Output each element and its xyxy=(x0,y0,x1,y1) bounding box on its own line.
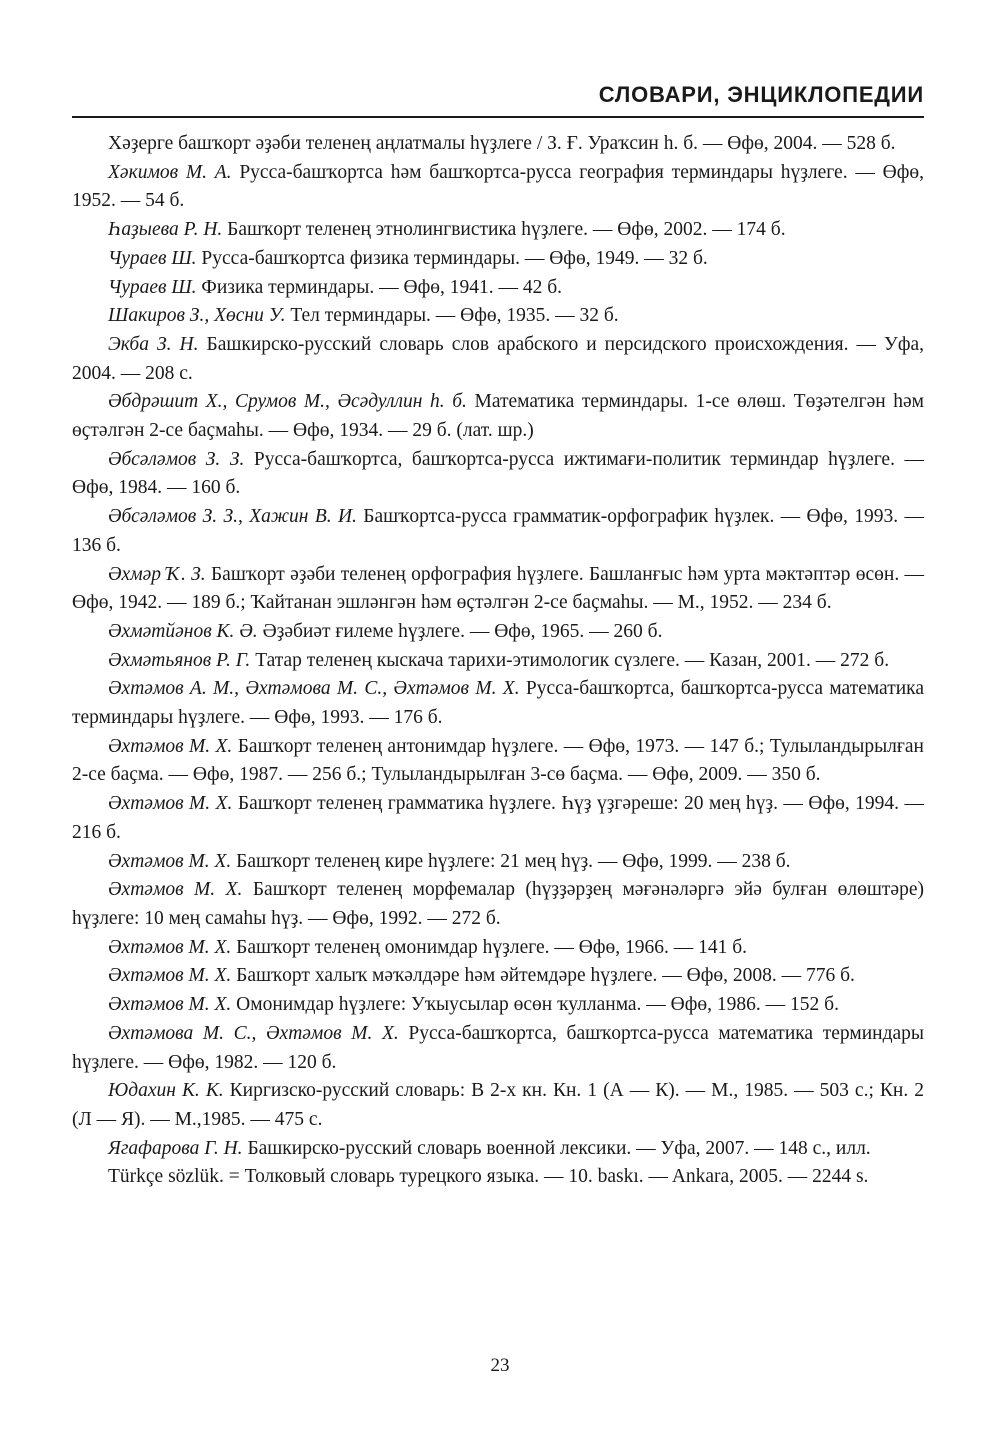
bibliography-entry xyxy=(72,216,924,245)
bibliography-entry xyxy=(72,302,924,331)
entry-author: Әхмәтьянов Р. Г. xyxy=(108,649,251,671)
bibliography-entry xyxy=(72,1163,924,1192)
entry-author: Әхтәмов М. Х. xyxy=(108,936,232,958)
entry-author: Әхтәмов М. Х. xyxy=(108,879,243,901)
entry-text: Хәҙерге башҡорт әҙәби теленең аңлатмалы һүҙлеге / З. Ғ. Ураҡсин һ. б. — Өфө, 2004. — 528 б. xyxy=(108,133,896,154)
entry-text: Әҙәбиәт ғилеме һүҙлеге. — Өфө, 1965. — 260 б. xyxy=(257,620,663,642)
bibliography-entry xyxy=(72,130,924,159)
entry-author: Әхтәмова М. С., Әхтәмов М. Х. xyxy=(108,1022,399,1044)
bibliography-entry xyxy=(72,1020,924,1077)
entry-author: Ягафарова Г. Н. xyxy=(108,1137,243,1159)
entry-author: Юдахин К. К. xyxy=(108,1080,224,1102)
entry-author: Әхтәмов А. М., Әхтәмова М. С., Әхтәмов М. Х. xyxy=(108,678,520,700)
bibliography-entry xyxy=(72,848,924,877)
entry-text: Türkçe sözlük. = Толковый словарь турецкого языка. — 10. baskı. — Ankara, 2005. — 2244 s. xyxy=(108,1166,869,1188)
bibliography-entry xyxy=(72,159,924,216)
bibliography-list xyxy=(72,130,924,1192)
entry-text: Башкирско-русский словарь слов арабского и персидского происхождения. — Уфа, 2004. — 208 с. xyxy=(72,333,924,384)
entry-text: Башкирско-русский словарь военной лексики. — Уфа, 2007. — 148 с., илл. xyxy=(242,1137,871,1159)
entry-text: Башҡорт халыҡ мәҡәлдәре һәм әйтемдәре һүҙлеге. — Өфө, 2008. — 776 б. xyxy=(231,965,855,987)
bibliography-entry xyxy=(72,503,924,560)
running-header: СЛОВАРИ, ЭНЦИКЛОПЕДИИ xyxy=(598,82,924,107)
bibliography-entry xyxy=(72,733,924,790)
entry-author: Әхтәмов М. Х. xyxy=(108,850,232,872)
entry-text: Башҡорт теленең морфемалар (һүҙҙәрҙең мәғәнәләргә эйә булған өлөштәре) һүҙлеге: 10 мең самаһы һүҙ. — Өфө, 1992. — 272 б. xyxy=(72,879,924,929)
bibliography-entry xyxy=(72,561,924,618)
entry-text: Татар теленең кыскача тарихи-этимологик сүзлеге. — Казан, 2001. — 272 б. xyxy=(250,649,890,671)
entry-author: Әбсәләмов З. З., Хажин В. И. xyxy=(108,506,357,528)
entry-author: Әхмәр Ҡ. З. xyxy=(108,563,206,585)
bibliography-entry xyxy=(72,446,924,503)
entry-text: Математика терминдары. 1-се өлөш. Төҙәтелгән һәм өҫтәлгән 2-се баҫмаһы. — Өфө, 1934. — 29 б. (лат. шр.) xyxy=(72,391,925,442)
entry-text: Башҡортса-русса грамматик-орфографик һүҙлек. — Өфө, 1993. — 136 б. xyxy=(72,506,924,556)
entry-author: Чураев Ш. xyxy=(108,247,197,269)
entry-author: Экба З. Н. xyxy=(108,333,199,355)
bibliography-entry xyxy=(72,245,924,274)
entry-author: Әбсәләмов З. З. xyxy=(108,448,245,470)
entry-author: Әхтәмов М. Х. xyxy=(108,793,233,815)
header-rule xyxy=(72,116,924,118)
entry-author: Хәкимов М. А. xyxy=(108,161,232,183)
bibliography-entry xyxy=(72,991,924,1020)
entry-text: Тел терминдары. — Өфө, 1935. — 32 б. xyxy=(285,305,619,327)
entry-author: Әхтәмов М. Х. xyxy=(108,735,233,757)
entry-text: Омонимдар һүҙлеге: Уҡыусылар өсөн ҡулланма. — Өфө, 1986. — 152 б. xyxy=(231,994,839,1016)
bibliography-entry xyxy=(72,876,924,933)
entry-text: Башҡорт теленең антонимдар һүҙлеге. — Өфө, 1973. — 147 б.; Тулыландырылған 2-се баҫма. — Өфө, 1987. — 256 б.; Тулыландырылған 3-сө баҫма. — Өфө, 2009. — 350 б. xyxy=(72,735,924,786)
bibliography-entry xyxy=(72,934,924,963)
bibliography-entry xyxy=(72,618,924,647)
bibliography-entry xyxy=(72,647,924,676)
entry-text: Башҡорт теленең этнолингвистика һүҙлеге. — Өфө, 2002. — 174 б. xyxy=(222,219,786,241)
entry-author: Әхмәтйәнов К. Ә. xyxy=(108,620,258,642)
bibliography-entry xyxy=(72,274,924,303)
entry-author: Һаҙыева Р. Н. xyxy=(108,219,223,241)
entry-author: Әхтәмов М. Х. xyxy=(108,994,232,1016)
entry-text: Башҡорт теленең омонимдар һүҙлеге. — Өфө, 1966. — 141 б. xyxy=(231,936,748,958)
bibliography-entry xyxy=(72,1135,924,1164)
entry-text: Русса-башҡортса һәм башҡортса-русса география терминдары һүҙлеге. — Өфө, 1952. — 54 б. xyxy=(72,161,924,212)
entry-text: Русса-башҡортса, башҡортса-русса ижтимағи-политик терминдар һүҙлеге. — Өфө, 1984. — 160 б. xyxy=(72,448,924,499)
entry-text: Русса-башҡортса, башҡортса-русса математика терминдары һүҙлеге. — Өфө, 1993. — 176 б. xyxy=(72,678,924,729)
page-number: 23 xyxy=(490,1355,510,1376)
entry-author: Әбдрәшит Х., Срумов М., Әсәдуллин һ. б. xyxy=(108,391,467,413)
entry-text: Башҡорт теленең кире һүҙлеге: 21 мең һүҙ. — Өфө, 1999. — 238 б. xyxy=(231,850,791,872)
entry-author: Чураев Ш. xyxy=(108,276,197,298)
bibliography-entry xyxy=(72,331,924,388)
entry-author: Шакиров З., Хөсни У. xyxy=(108,305,286,327)
entry-author: Әхтәмов М. Х. xyxy=(108,965,232,987)
entry-text: Русса-башҡортса физика терминдары. — Өфө, 1949. — 32 б. xyxy=(196,247,708,269)
bibliography-entry xyxy=(72,962,924,991)
entry-text: Башҡорт теленең грамматика һүҙлеге. Һүҙ үҙгәреше: 20 мең һүҙ. — Өфө, 1994. — 216 б. xyxy=(72,793,924,843)
entry-text: Башҡорт әҙәби теленең орфография һүҙлеге. Башланғыс һәм урта мәктәптәр өсөн. — Өфө, 1942. — 189 б.; Ҡайтанан эшләнгән һәм өҫтәлгән 2-се баҫмаһы. — М., 1952. — 234 б. xyxy=(72,563,924,614)
bibliography-entry xyxy=(72,388,924,445)
bibliography-entry xyxy=(72,675,924,732)
bibliography-entry xyxy=(72,790,924,847)
bibliography-entry xyxy=(72,1077,924,1134)
entry-text: Киргизско-русский словарь: В 2-х кн. Кн. 1 (А — К). — М., 1985. — 503 с.; Кн. 2 (Л — Я). — М.,1985. — 475 с. xyxy=(72,1080,924,1130)
entry-text: Русса-башҡортса, башҡортса-русса математика терминдары һүҙлеге. — Өфө, 1982. — 120 б. xyxy=(72,1022,924,1073)
entry-text: Физика терминдары. — Өфө, 1941. — 42 б. xyxy=(196,276,563,298)
